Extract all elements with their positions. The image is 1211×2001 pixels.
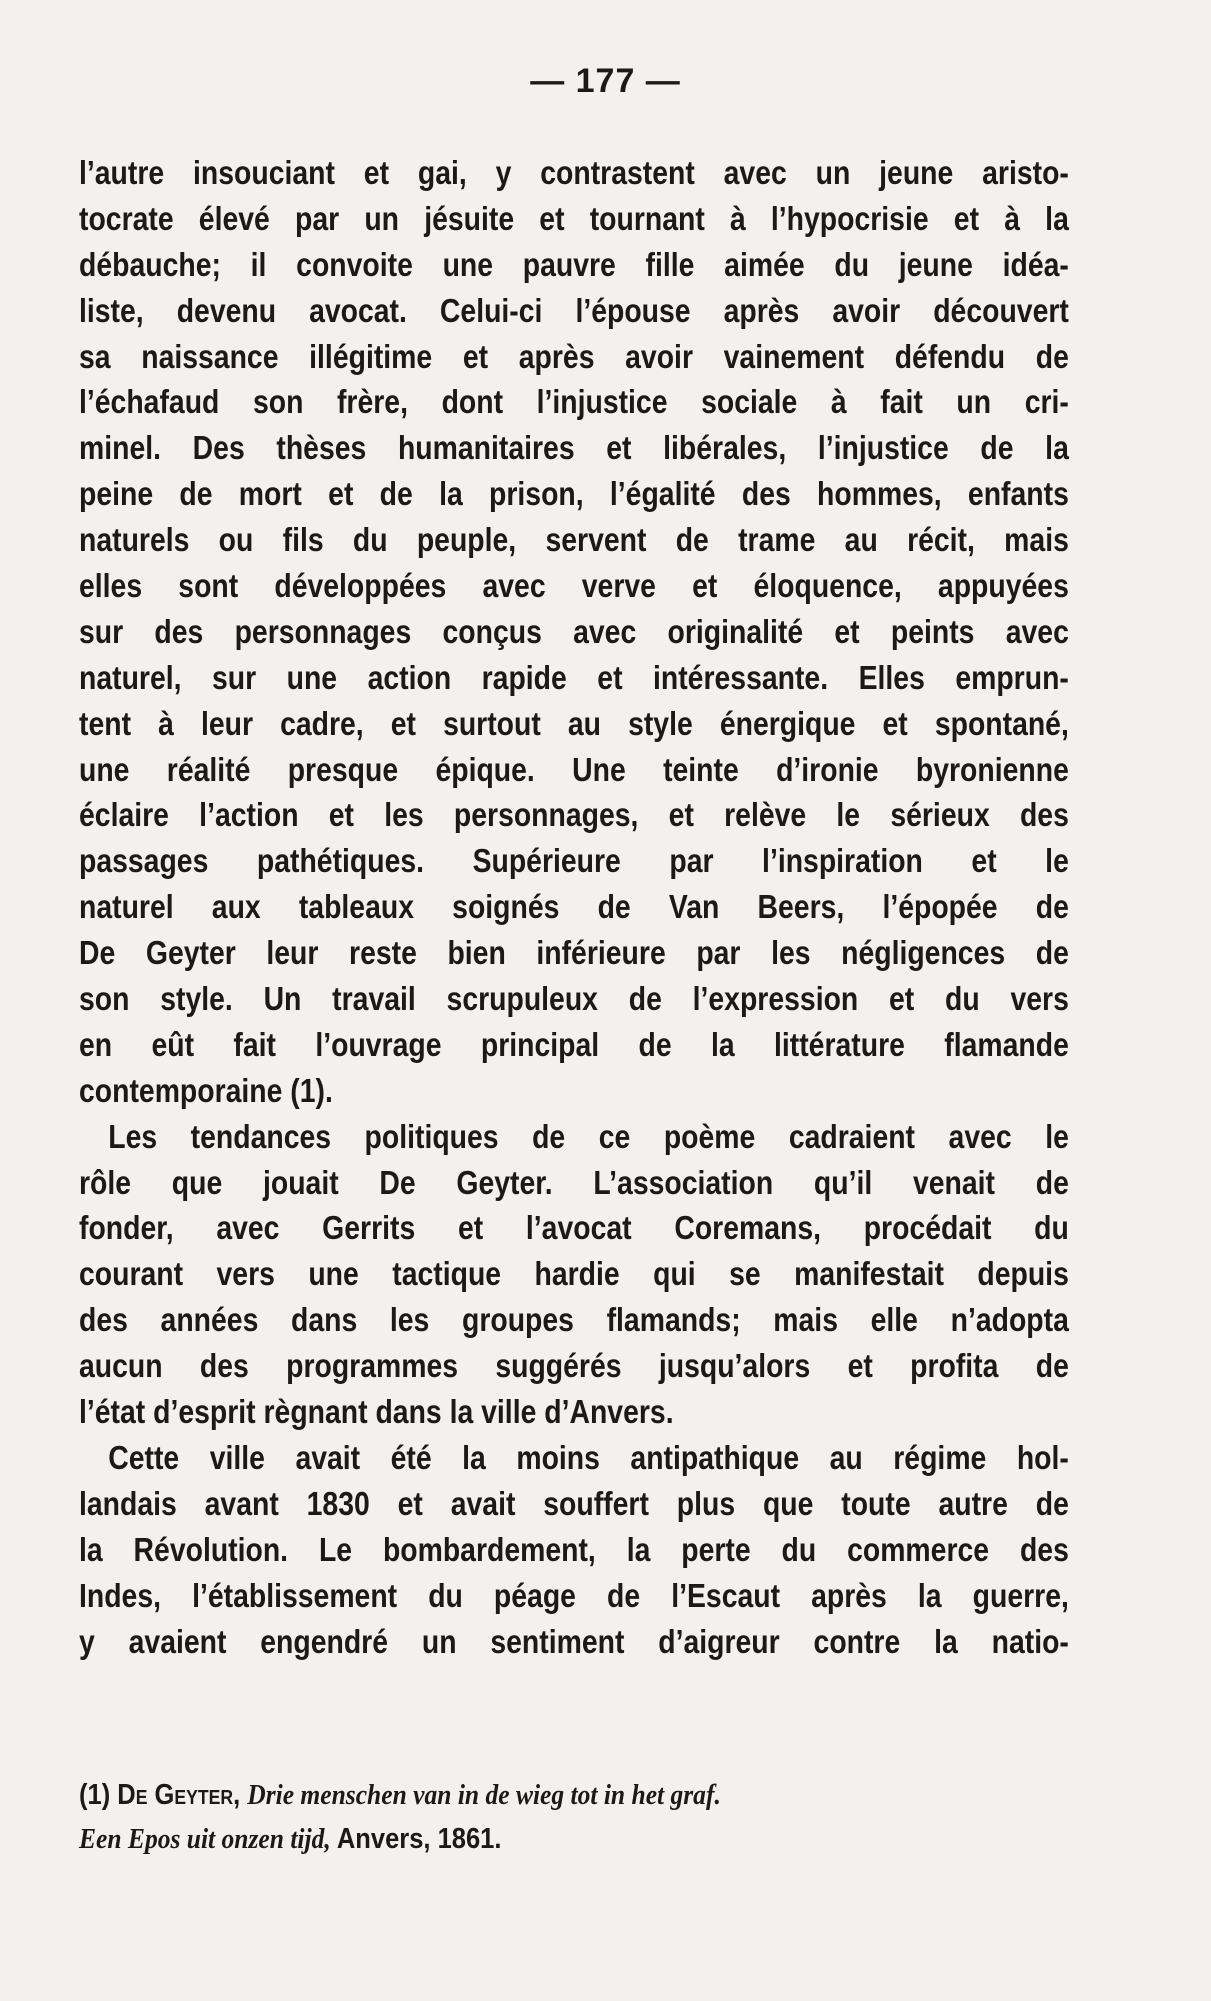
text-line: la Révolution. Le bombardement, la perte du commerce des — [79, 1530, 1069, 1568]
text-line: liste, devenu avocat. Celui-ci l’épouse après avoir découvert — [79, 291, 1069, 329]
text-line: courant vers une tactique hardie qui se manifestait depuis — [79, 1255, 1069, 1293]
text-line: rôle que jouait De Geyter. L’association qu’il venait de — [79, 1163, 1069, 1201]
text-line: naturel aux tableaux soignés de Van Beers, l’épopée de — [79, 888, 1069, 926]
text-line: éclaire l’action et les personnages, et relève le sérieux des — [79, 796, 1069, 834]
text-line: une réalité presque épique. Une teinte d’ironie byronienne — [79, 750, 1069, 788]
text-line: en eût fait l’ouvrage principal de la littérature flamande — [79, 1025, 1069, 1063]
text-line: Indes, l’établissement du péage de l’Escaut après la guerre, — [79, 1576, 1069, 1614]
text-line: fonder, avec Gerrits et l’avocat Coremans, procédait du — [79, 1209, 1069, 1247]
footnote-title-part2: Een Epos uit onzen tijd, — [79, 1823, 331, 1855]
text-line: passages pathétiques. Supérieure par l’inspiration et le — [79, 842, 1069, 880]
text-line: débauche; il convoite une pauvre fille aimée du jeune idéa- — [79, 245, 1069, 283]
text-line: Les tendances politiques de ce poème cadraient avec le — [108, 1117, 1069, 1155]
text-line: aucun des programmes suggérés jusqu’alors et profita de — [79, 1347, 1069, 1385]
footnote-place-year: Anvers, 1861. — [336, 1823, 502, 1855]
footnote-number: (1) — [79, 1779, 111, 1811]
text-line: Cette ville avait été la moins antipathique au régime hol- — [108, 1438, 1069, 1476]
text-line: peine de mort et de la prison, l’égalité des hommes, enfants — [79, 475, 1069, 513]
text-line: y avaient engendré un sentiment d’aigreur contre la natio- — [79, 1622, 1069, 1660]
text-line: tent à leur cadre, et surtout au style énergique et spontané, — [79, 704, 1069, 742]
text-line: De Geyter leur reste bien inférieure par les négligences de — [79, 934, 1069, 972]
text-line: naturels ou fils du peuple, servent de trame au récit, mais — [79, 521, 1069, 559]
body-text — [79, 150, 1069, 1664]
text-line: tocrate élevé par un jésuite et tournant à l’hypocrisie et à la — [79, 199, 1069, 237]
text-line: l’autre insouciant et gai, y contrastent avec un jeune aristo- — [79, 154, 1069, 191]
text-line: naturel, sur une action rapide et intéressante. Elles emprun- — [79, 658, 1069, 696]
footnote-line-2 — [79, 1817, 950, 1861]
text-line: l’état d’esprit règnant dans la ville d’Anvers. — [79, 1393, 674, 1431]
text-line: l’échafaud son frère, dont l’injustice sociale à fait un cri- — [79, 383, 1069, 421]
text-line: contemporaine (1). — [79, 1071, 333, 1109]
text-line: minel. Des thèses humanitaires et libérales, l’injustice de la — [79, 429, 1069, 467]
text-line: sa naissance illégitime et après avoir vainement défendu de — [79, 337, 1069, 375]
text-line: elles sont développées avec verve et éloquence, appuyées — [79, 567, 1069, 605]
text-line: sur des personnages conçus avec originalité et peints avec — [79, 612, 1069, 650]
text-line: des années dans les groupes flamands; mais elle n’adopta — [79, 1301, 1069, 1339]
footnote-author: De Geyter, — [117, 1779, 241, 1811]
text-line: son style. Un travail scrupuleux de l’expression et du vers — [79, 980, 1069, 1018]
page-number: — 177 — — [530, 62, 681, 100]
footnote-title-part1: Drie menschen van in de wieg tot in het graf. — [247, 1779, 721, 1811]
footnote — [79, 1773, 1069, 1861]
footnote-line-1 — [79, 1773, 950, 1817]
text-line: landais avant 1830 et avait souffert plus que toute autre de — [79, 1484, 1069, 1522]
